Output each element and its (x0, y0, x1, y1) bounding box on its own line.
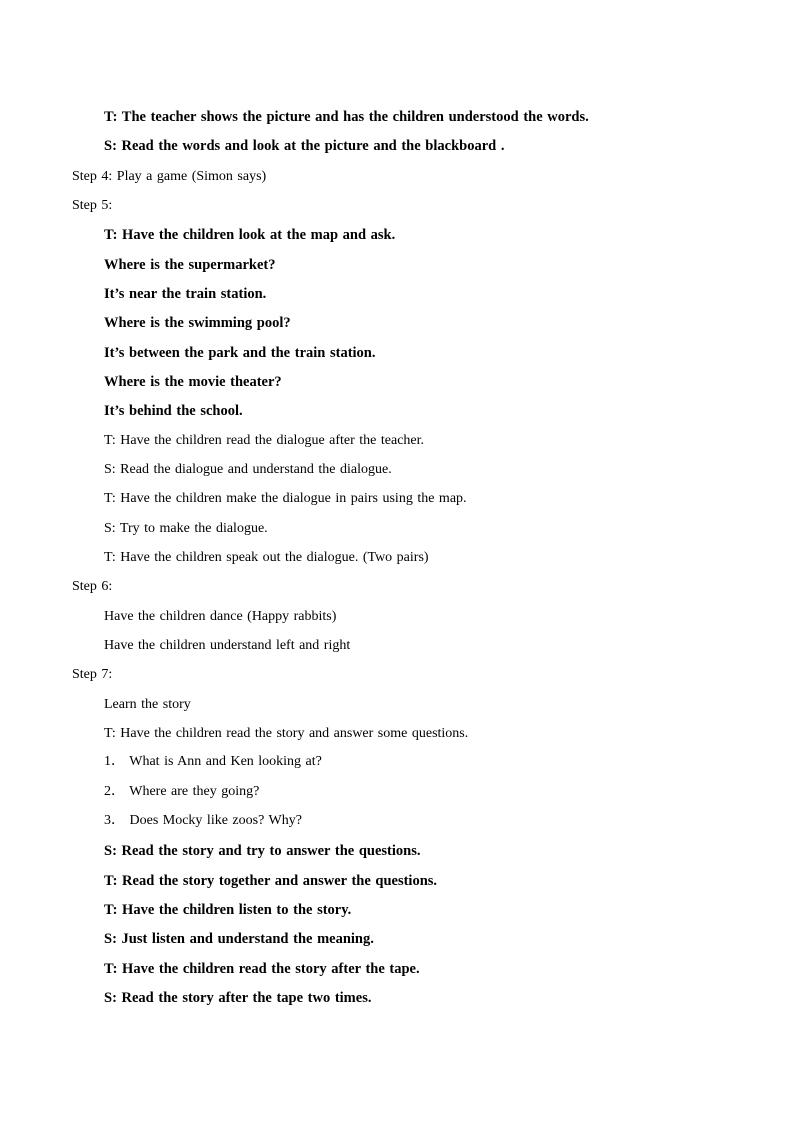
step-heading: Step 4: Play a game (Simon says) (72, 169, 267, 184)
text-line: T: Have the children look at the map and ask. (104, 227, 396, 243)
text-line: It’s between the park and the train station. (104, 345, 376, 361)
text-line: T: Have the children read the dialogue after the teacher. (104, 433, 425, 448)
text-line: It’s behind the school. (104, 403, 243, 419)
text-line: Learn the story (104, 697, 191, 712)
text-line: S: Try to make the dialogue. (104, 521, 268, 536)
text-line: S: Read the story after the tape two times. (104, 990, 372, 1006)
question-item: 1． What is Ann and Ken looking at? (104, 754, 322, 769)
text-line: T: Read the story together and answer the questions. (104, 873, 438, 889)
text-line: S: Read the story and try to answer the questions. (104, 843, 421, 859)
text-line: T: Have the children listen to the story. (104, 902, 352, 918)
text-line: T: Have the children read the story after the tape. (104, 961, 420, 977)
text-line: T: The teacher shows the picture and has the children understood the words. (104, 109, 589, 125)
text-line: Have the children dance (Happy rabbits) (104, 609, 337, 624)
question-item: 3． Does Mocky like zoos? Why? (104, 813, 302, 828)
question-item: 2． Where are they going? (104, 784, 260, 799)
text-line: T: Have the children make the dialogue in pairs using the map. (104, 491, 467, 506)
text-line: S: Just listen and understand the meaning. (104, 931, 374, 947)
step-heading: Step 5: (72, 198, 113, 213)
text-line: S: Read the dialogue and understand the dialogue. (104, 462, 392, 477)
text-line: T: Have the children speak out the dialogue. (Two pairs) (104, 550, 429, 565)
text-line: Where is the movie theater? (104, 374, 282, 390)
step-heading: Step 7: (72, 667, 113, 682)
text-line: T: Have the children read the story and answer some questions. (104, 726, 469, 741)
text-line: S: Read the words and look at the picture and the blackboard . (104, 138, 505, 154)
text-line: Where is the supermarket? (104, 257, 276, 273)
step-heading: Step 6: (72, 579, 113, 594)
text-line: It’s near the train station. (104, 286, 267, 302)
text-line: Have the children understand left and right (104, 638, 351, 653)
text-line: Where is the swimming pool? (104, 315, 291, 331)
